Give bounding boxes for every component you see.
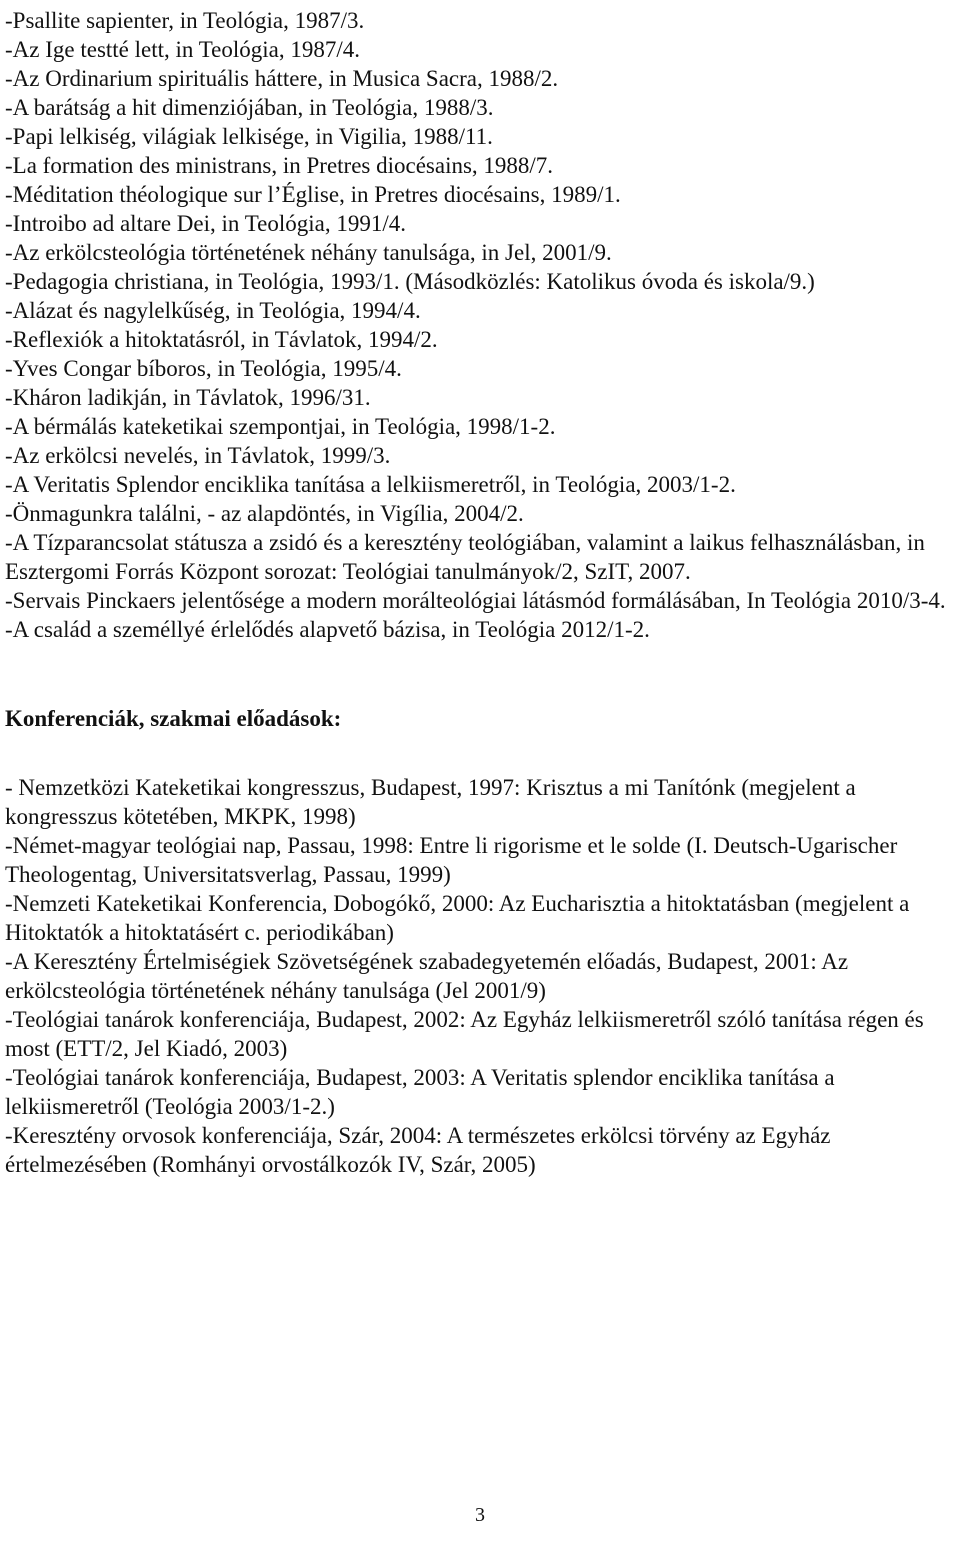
conference-entry: -Teológiai tanárok konferenciája, Budapest, 2003: A Veritatis splendor enciklika tanítása a lelkiismeretről (Teológia 2003/1-2.) [5,1065,835,1119]
publication-entry: -Servais Pinckaers jelentősége a modern morálteológiai látásmód formálásában, In Teológia 2010/3-4. [5,588,946,613]
publication-entry: -Pedagogia christiana, in Teológia, 1993/1. (Másodközlés: Katolikus óvoda és iskola/9.) [5,269,815,294]
document-page [5,0,960,1179]
publication-entry: -A Veritatis Splendor enciklika tanítása a lelkiismeretről, in Teológia, 2003/1-2. [5,472,736,497]
publication-entry: -A barátság a hit dimenziójában, in Teológia, 1988/3. [5,95,494,120]
conference-list [5,773,960,1179]
publication-entry: -Az erkölcsteológia történetének néhány tanulsága, in Jel, 2001/9. [5,240,612,265]
publication-entry: -Az Ordinarium spirituális háttere, in Musica Sacra, 1988/2. [5,66,559,91]
publication-entry: -Papi lelkiség, világiak lelkisége, in Vigilia, 1988/11. [5,124,493,149]
conference-entry: -Teológiai tanárok konferenciája, Budapest, 2002: Az Egyház lelkiismeretről szóló tanítása régen és most (ETT/2, Jel Kiadó, 2003) [5,1007,924,1061]
section-heading-conferences: Konferenciák, szakmai előadások: [5,706,342,731]
publication-entry: -Introibo ad altare Dei, in Teológia, 1991/4. [5,211,406,236]
publication-entry: -Méditation théologique sur l’Église, in Pretres diocésains, 1989/1. [5,182,621,207]
conference-entry: -Keresztény orvosok konferenciája, Szár, 2004: A természetes erkölcsi törvény az Egyház értelmezésében (Romhányi orvostálkozók IV, Szár, 2005) [5,1123,831,1177]
publication-entry: -Psallite sapienter, in Teológia, 1987/3. [5,8,365,33]
publication-entry: -Az erkölcsi nevelés, in Távlatok, 1999/3. [5,443,391,468]
conference-entry: -Német-magyar teológiai nap, Passau, 1998: Entre li rigorisme et le solde (I. Deutsch-Ugarischer Theologentag, Universitatsverlag, Passau, 1999) [5,833,898,887]
section-spacer [5,644,960,704]
publication-entry: -Yves Congar bíboros, in Teológia, 1995/4. [5,356,402,381]
conference-entry: -Nemzeti Kateketikai Konferencia, Dobogókő, 2000: Az Eucharisztia a hitoktatásban (megjelent a Hitoktatók a hitoktatásért c. periodikában) [5,891,910,945]
publication-entry: -Alázat és nagylelkűség, in Teológia, 1994/4. [5,298,421,323]
section-spacer [5,733,960,773]
publication-entry: -La formation des ministrans, in Pretres diocésains, 1988/7. [5,153,554,178]
conference-entry: -A Keresztény Értelmiségiek Szövetségének szabadegyetemén előadás, Budapest, 2001: Az erkölcsteológia történetének néhány tanulsága (Jel 2001/9) [5,949,849,1003]
publication-entry: -A bérmálás kateketikai szempontjai, in Teológia, 1998/1-2. [5,414,556,439]
publication-entry: -A család a személlyé érlelődés alapvető bázisa, in Teológia 2012/1-2. [5,617,650,642]
conference-entry: - Nemzetközi Kateketikai kongresszus, Budapest, 1997: Krisztus a mi Tanítónk (megjelent a kongresszus kötetében, MKPK, 1998) [5,775,856,829]
publication-list [5,6,960,644]
publication-entry: -Reflexiók a hitoktatásról, in Távlatok, 1994/2. [5,327,438,352]
publication-entry: -Az Ige testté lett, in Teológia, 1987/4. [5,37,361,62]
publication-entry: -Önmagunkra találni, - az alapdöntés, in Vigília, 2004/2. [5,501,524,526]
publication-entry: -Kháron ladikján, in Távlatok, 1996/31. [5,385,371,410]
page-number: 3 [475,1504,485,1526]
publication-entry: -A Tízparancsolat státusza a zsidó és a keresztény teológiában, valamint a laikus felhasználásban, in Esztergomi Forrás Központ sorozat: Teológiai tanulmányok/2, SzIT, 2007. [5,530,925,584]
